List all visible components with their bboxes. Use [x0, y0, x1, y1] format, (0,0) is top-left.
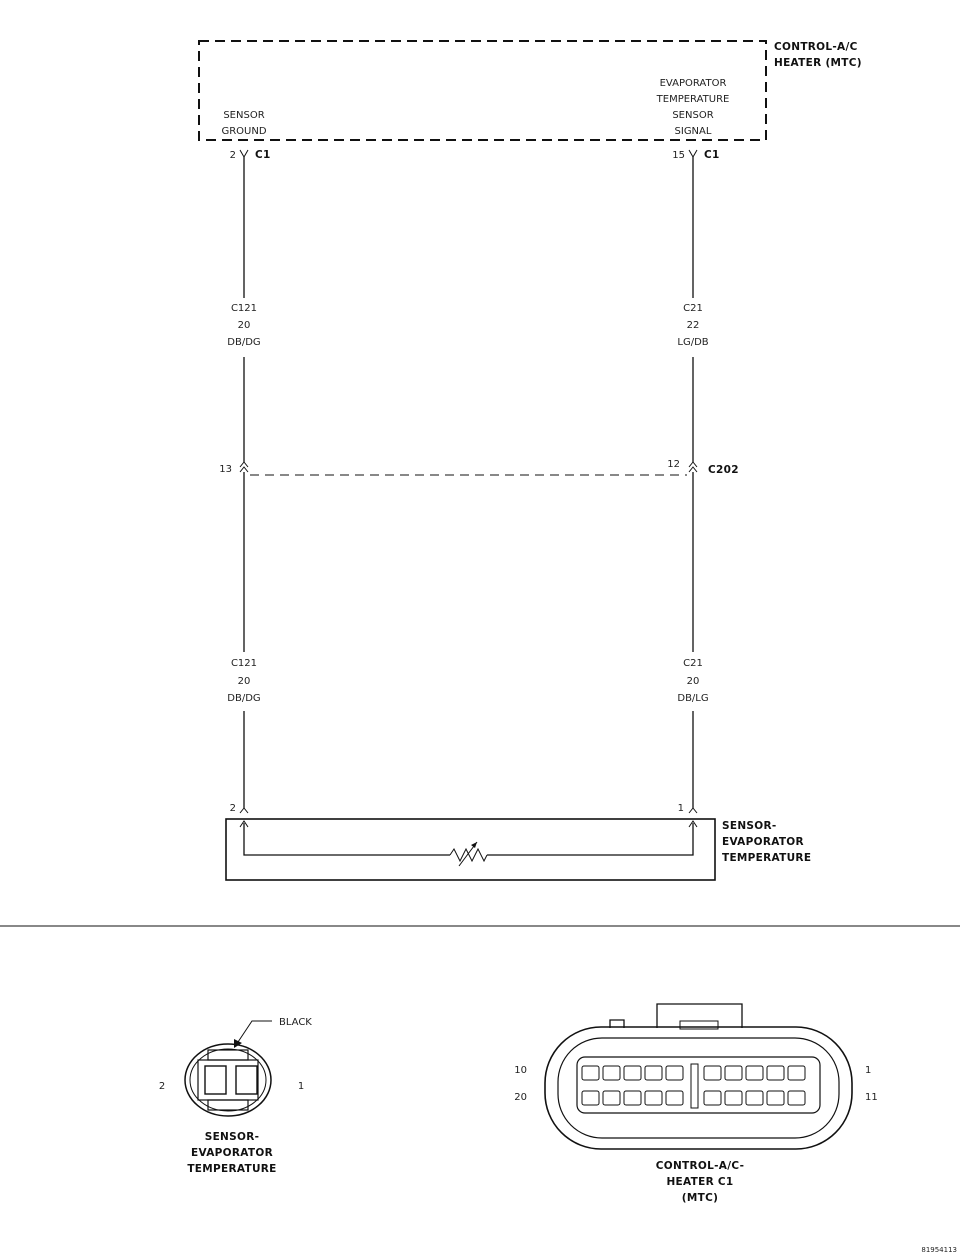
connector-cavity: [746, 1066, 763, 1080]
connector-cavity: [767, 1066, 784, 1080]
pin-label-evap-signal-4: SIGNAL: [674, 126, 712, 137]
connector-cavity: [603, 1091, 620, 1105]
sensor-left-pin-number: 2: [229, 803, 236, 814]
module-connector-name-line3: (MTC): [681, 1192, 719, 1204]
wire-c21-lower-circuit: C21: [683, 658, 703, 669]
control-module-name-line1: CONTROL-A/C: [774, 41, 858, 53]
control-module-name-line2: HEATER (MTC): [774, 57, 862, 69]
thermistor-icon: [450, 842, 487, 866]
c1-terminal-right: [689, 150, 697, 157]
sensor-internal-circuit: [240, 821, 697, 855]
sensor-connector-face: [185, 1044, 271, 1116]
module-connector-pin-1: 1: [865, 1065, 872, 1076]
connector-cavity: [624, 1091, 641, 1105]
sensor-terminal-right: [689, 808, 697, 813]
pin-label-evap-signal-3: SENSOR: [672, 110, 714, 121]
sensor-connector-name-line3: TEMPERATURE: [187, 1163, 277, 1175]
c1-right-connector-label: C1: [704, 149, 720, 161]
connector-cavity: [666, 1091, 683, 1105]
module-connector-name-line1: CONTROL-A/C-: [655, 1160, 745, 1172]
wire-c121-lower-circuit: C121: [230, 658, 258, 669]
c1-left-connector-label: C1: [255, 149, 271, 161]
connector-cavity: [788, 1066, 805, 1080]
sensor-name-line3: TEMPERATURE: [722, 852, 812, 864]
pin-label-evap-signal-2: TEMPERATURE: [656, 94, 730, 105]
c202-right-pin-number: 12: [667, 459, 680, 470]
c1-terminal-left: [240, 150, 248, 157]
module-connector-name-line2: HEATER C1: [666, 1176, 734, 1188]
module-connector-face: [545, 1004, 852, 1149]
c202-terminal-left: [240, 462, 248, 472]
connector-cavity: [704, 1066, 721, 1080]
module-connector-pin-11: 11: [865, 1092, 878, 1103]
connector-cavity: [624, 1066, 641, 1080]
wire-c21-upper-color: LG/DB: [677, 337, 709, 348]
sensor-connector-pin-right: 1: [297, 1081, 305, 1092]
sensor-connector-pin-left: 2: [158, 1081, 166, 1092]
connector-cavity: [582, 1091, 599, 1105]
module-connector-cavities: [582, 1066, 805, 1105]
sensor-connector-name-line1: SENSOR-: [204, 1131, 260, 1143]
wire-c121-upper-color: DB/DG: [227, 337, 261, 348]
wire-c121-upper-gauge: 20: [237, 320, 251, 331]
sensor-name-line1: SENSOR-: [722, 820, 777, 832]
sensor-connector-color-label: BLACK: [279, 1017, 312, 1028]
c1-right-pin-number: 15: [672, 150, 685, 161]
pin-label-sensor-ground-1: SENSOR: [223, 110, 265, 121]
pin-label-evap-signal-1: EVAPORATOR: [659, 78, 727, 89]
connector-cavity: [645, 1091, 662, 1105]
c202-left-pin-number: 13: [219, 464, 232, 475]
sensor-name-line2: EVAPORATOR: [722, 836, 804, 848]
connector-cavity: [725, 1091, 742, 1105]
sensor-connector-name-line2: EVAPORATOR: [191, 1147, 273, 1159]
connector-cavity: [582, 1066, 599, 1080]
connector-cavity: [746, 1091, 763, 1105]
sensor-terminal-left: [240, 808, 248, 813]
wire-c21-upper-gauge: 22: [686, 320, 700, 331]
wire-c121-upper-circuit: C121: [230, 303, 258, 314]
figure-id: 81954113: [921, 1246, 957, 1254]
wire-c121-lower-gauge: 20: [237, 676, 251, 687]
connector-cavity: [788, 1091, 805, 1105]
sensor-connector-leader: [234, 1021, 272, 1048]
connector-cavity: [725, 1066, 742, 1080]
sensor-right-pin-number: 1: [677, 803, 684, 814]
connector-cavity: [645, 1066, 662, 1080]
connector-cavity: [666, 1066, 683, 1080]
wire-c21-lower-gauge: 20: [686, 676, 700, 687]
connector-cavity: [603, 1066, 620, 1080]
wire-c121-lower-color: DB/DG: [227, 693, 261, 704]
module-connector-pin-10: 10: [514, 1065, 527, 1076]
connector-cavity: [704, 1091, 721, 1105]
wire-c21-upper-circuit: C21: [683, 303, 703, 314]
c1-left-pin-number: 2: [229, 150, 236, 161]
pin-label-sensor-ground-2: GROUND: [221, 126, 267, 137]
module-connector-pin-20: 20: [514, 1092, 527, 1103]
c202-terminal-right: [689, 462, 697, 472]
connector-cavity: [767, 1091, 784, 1105]
sensor-evaporator-temperature-box: [226, 819, 715, 880]
wire-c21-lower-color: DB/LG: [677, 693, 709, 704]
c202-connector-label: C202: [708, 464, 739, 476]
